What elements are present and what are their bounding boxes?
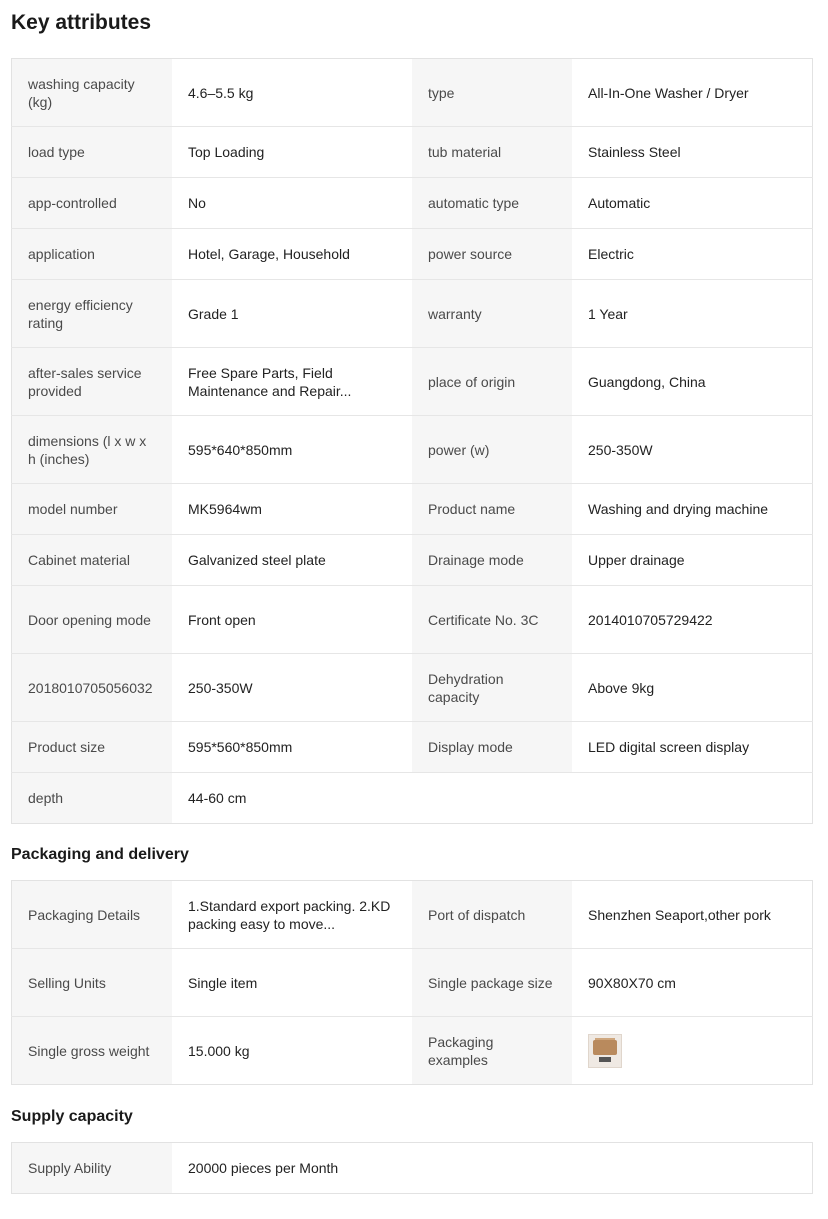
attribute-row (12, 178, 813, 229)
package-photo-icon[interactable] (588, 1034, 622, 1068)
attribute-value: MK5964wm (172, 484, 412, 535)
attribute-value: 4.6–5.5 kg (172, 59, 412, 127)
attribute-value: 1 Year (572, 280, 813, 348)
attribute-value: 20000 pieces per Month (172, 1143, 813, 1194)
attribute-value: 1.Standard export packing. 2.KD packing easy to move... (172, 881, 412, 949)
attribute-value: 595*560*850mm (172, 722, 412, 773)
attribute-row (12, 280, 813, 348)
attribute-label: Packaging examples (412, 1017, 572, 1085)
attribute-value: Electric (572, 229, 813, 280)
key-attributes-title: Key attributes (11, 11, 152, 34)
attribute-value: Above 9kg (572, 654, 813, 722)
attribute-label: dimensions (l x w x h (inches) (12, 416, 173, 484)
attribute-row (12, 127, 813, 178)
attribute-label: Port of dispatch (412, 881, 572, 949)
supply-capacity-table (11, 1142, 813, 1194)
attribute-label: Supply Ability (12, 1143, 173, 1194)
attribute-value: Hotel, Garage, Household (172, 229, 412, 280)
attribute-value: 2014010705729422 (572, 586, 813, 654)
attribute-label: load type (12, 127, 173, 178)
attribute-row (12, 949, 813, 1017)
attribute-value: Front open (172, 586, 412, 654)
attribute-value: Top Loading (172, 127, 412, 178)
key-attributes-table (11, 58, 813, 824)
attribute-label: Selling Units (12, 949, 173, 1017)
supply-capacity-title: Supply capacity (11, 1108, 133, 1125)
attribute-label: app-controlled (12, 178, 173, 229)
attribute-value: Upper drainage (572, 535, 813, 586)
attribute-row (12, 59, 813, 127)
empty-cell (412, 773, 813, 824)
attribute-value: Galvanized steel plate (172, 535, 412, 586)
packaging-examples-cell (572, 1017, 813, 1085)
attribute-value: 90X80X70 cm (572, 949, 813, 1017)
attribute-label: power source (412, 229, 572, 280)
attribute-value: No (172, 178, 412, 229)
attribute-label: warranty (412, 280, 572, 348)
attribute-label: place of origin (412, 348, 572, 416)
attribute-label: Drainage mode (412, 535, 572, 586)
packaging-delivery-table (11, 880, 813, 1085)
packaging-delivery-title: Packaging and delivery (11, 846, 189, 863)
attribute-value: 15.000 kg (172, 1017, 412, 1085)
attribute-row (12, 654, 813, 722)
attribute-label: after-sales service provided (12, 348, 173, 416)
attribute-label: Packaging Details (12, 881, 173, 949)
attribute-value: Free Spare Parts, Field Maintenance and Repair... (172, 348, 412, 416)
attribute-label: energy efficiency rating (12, 280, 173, 348)
attribute-row (12, 1017, 813, 1085)
attribute-row (12, 881, 813, 949)
attribute-value: Grade 1 (172, 280, 412, 348)
attribute-value: 250-350W (172, 654, 412, 722)
attribute-label: 2018010705056032 (12, 654, 173, 722)
attribute-row (12, 348, 813, 416)
attribute-label: Product size (12, 722, 173, 773)
attribute-value: Stainless Steel (572, 127, 813, 178)
attribute-label: Cabinet material (12, 535, 173, 586)
attribute-row (12, 229, 813, 280)
attribute-label: Single package size (412, 949, 572, 1017)
attribute-label: type (412, 59, 572, 127)
attribute-row (12, 535, 813, 586)
attribute-label: Display mode (412, 722, 572, 773)
attribute-label: washing capacity (kg) (12, 59, 173, 127)
attribute-value: Shenzhen Seaport,other pork (572, 881, 813, 949)
attribute-value: 595*640*850mm (172, 416, 412, 484)
attribute-label: model number (12, 484, 173, 535)
attribute-value: All-In-One Washer / Dryer (572, 59, 813, 127)
attribute-value: 250-350W (572, 416, 813, 484)
attribute-label: Single gross weight (12, 1017, 173, 1085)
attribute-value: 44-60 cm (172, 773, 412, 824)
attribute-label: Certificate No. 3C (412, 586, 572, 654)
attribute-row (12, 484, 813, 535)
attribute-label: depth (12, 773, 173, 824)
attribute-row (12, 773, 813, 824)
attribute-row (12, 416, 813, 484)
attribute-row (12, 586, 813, 654)
attribute-label: automatic type (412, 178, 572, 229)
attribute-row (12, 722, 813, 773)
attribute-value: Guangdong, China (572, 348, 813, 416)
attribute-row (12, 1143, 813, 1194)
attribute-label: application (12, 229, 173, 280)
attribute-label: power (w) (412, 416, 572, 484)
attribute-label: Dehydration capacity (412, 654, 572, 722)
attribute-value: LED digital screen display (572, 722, 813, 773)
attribute-value: Washing and drying machine (572, 484, 813, 535)
attribute-value: Single item (172, 949, 412, 1017)
attribute-label: Door opening mode (12, 586, 173, 654)
attribute-label: Product name (412, 484, 572, 535)
attribute-value: Automatic (572, 178, 813, 229)
attribute-label: tub material (412, 127, 572, 178)
